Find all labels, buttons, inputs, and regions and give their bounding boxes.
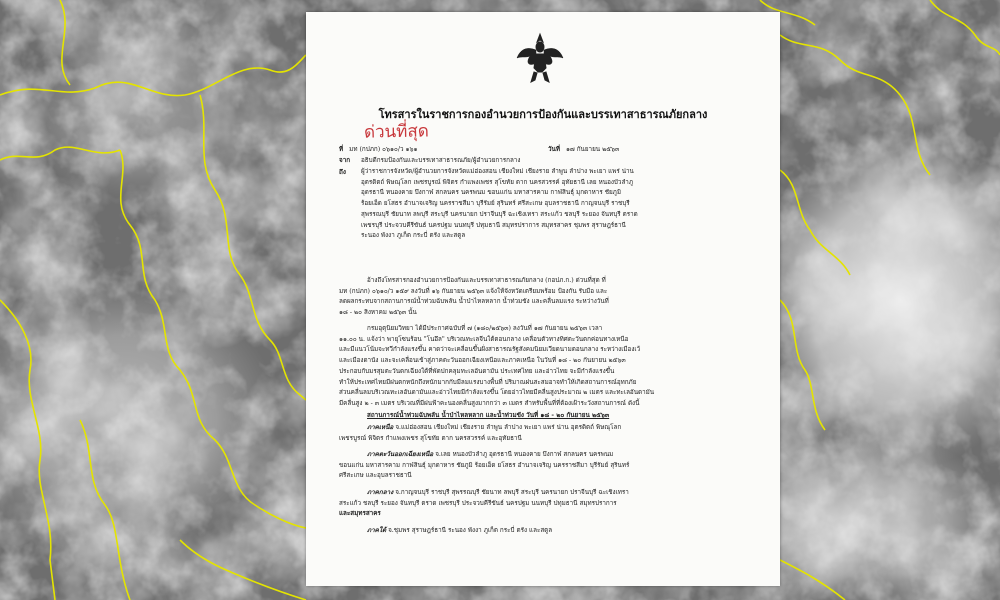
para-line: และเมืองดานัง และจะเคลื่อนเข้าสู่ภาคตะวันออกเฉียงเหนือและภาคเหนือ ในวันที่ ๑๘ - ๒๐ กันยายน ๒๕๖๓ [339,357,626,365]
to-line: เพชรบุรี ประจวบคีรีขันธ์ นครปฐม นนทบุรี ปทุมธานี สมุทรปราการ สมุทรสาคร ชุมพร สุราษฎร์ธานี [361,221,626,229]
garuda-emblem-icon [516,32,564,84]
region-northeast [339,450,630,482]
region-label: ภาคกลาง [367,489,394,496]
region-line: ขอนแก่น มหาสารคาม กาฬสินธุ์ มุกดาหาร ชัยภูมิ ร้อยเอ็ด ยโสธร อำนาจเจริญ นครราชสีมา บุรีรัมย์ สุรินทร์ [339,461,630,469]
region-north [339,423,622,444]
to-line: ระนอง พังงา ภูเก็ต กระบี่ ตรัง และสตูล [361,232,466,240]
region-line: จ.เลย หนองบัวลำภู อุดรธานี หนองคาย บึงกาฬ สกลนคร นครพนม [435,451,614,458]
flood-situation-heading: สถานการณ์น้ำท่วมฉับพลัน น้ำป่าไหลหลาก และน้ำท่วมขัง วันที่ ๑๘ - ๒๐ กันยายน ๒๕๖๓ [367,412,610,419]
region-line: จ.แม่ฮ่องสอน เชียงใหม่ เชียงราย ลำพูน ลำปาง พะเยา แพร่ น่าน อุตรดิตถ์ พิษณุโลก [395,424,622,431]
region-line: ศรีสะเกษ และอุบลราชธานี [339,472,412,480]
date-row [548,145,619,156]
paragraph-forecast [339,324,654,410]
date-label: วันที่ [548,146,560,153]
to-line: สุพรรณบุรี ชัยนาท ลพบุรี สระบุรี นครนายก ปราจีนบุรี ฉะเชิงเทรา สระแก้ว ชลบุรี ระยอง จันทบุรี ตราด [361,210,638,218]
region-label: ภาคตะวันออกเฉียงเหนือ [367,451,434,458]
region-line: จ.กาญจนบุรี ราชบุรี สุพรรณบุรี ชัยนาท ลพบุรี สระบุรี นครนายก ปราจีนบุรี ฉะเชิงเทรา [395,489,629,496]
para-line: มีคลื่นสูง ๒ - ๓ เมตร บริเวณที่มีฝนฟ้าคะนองคลื่นสูงมากกว่า ๓ เมตร สำหรับพื้นที่ที่ต้องเฝ้าระวังสถานการณ์ ดังนี้ [339,399,640,407]
para-line: ๑๘ - ๒๐ สิงหาคม ๒๕๖๓ นั้น [339,309,417,317]
from-value: อธิบดีกรมป้องกันและบรรเทาสาธารณภัย/ผู้อำนวยการกลาง [361,157,521,164]
para-line: และมีแนวโน้มจะทวีกำลังแรงขึ้น คาดว่าจะเคลื่อนขึ้นฝั่งสาธารณรัฐสังคมนิยมเวียดนามตอนกลาง ระหว่างเมืองเว้ [339,346,641,354]
to-line: ร้อยเอ็ด ยโสธร อำนาจเจริญ นครราชสีมา บุรีรัมย์ สุรินทร์ ศรีสะเกษ อุบลราชธานี กาญจนบุรี ราชบุรี [361,200,630,208]
para-line: อ้างถึงโทรสารกองอำนวยการป้องกันและบรรเทาสาธารณภัยกลาง (กอปภ.ก.) ด่วนที่สุด ที่ [367,277,606,284]
para-line: กรมอุตุนิยมวิทยา ได้มีประกาศฉบับที่ ๗ (๑๘๐/๒๕๖๓) ลงวันที่ ๑๗ กันยายน ๒๕๖๓ เวลา [367,325,603,332]
to-line: อุตรดิตถ์ พิษณุโลก เพชรบูรณ์ พิจิตร กำแพงเพชร สุโขทัย ตาก นครสวรรค์ อุทัยธานี เลย หนองบัวลำภู [361,178,633,186]
region-label: ภาคเหนือ [367,424,394,431]
document-title: โทรสารในราชการกองอำนวยการป้องกันและบรรเทาสาธารณภัยกลาง [378,108,708,121]
paragraph-reference [339,276,609,319]
to-recipients [361,167,638,242]
para-line: ทำให้ประเทศไทยมีฝนตกหนักถึงหนักมากกับมีลมแรงบางพื้นที่ ปริมาณฝนสะสมอาจทำให้เกิดสถานการณ์อุทกภัย [339,378,637,386]
ref-label: ที่ [339,146,344,153]
ref-value: มท (กปภก) ๐๖๑๐/ว ๑๖๑ [349,146,418,153]
region-line: และสมุทรสาคร [339,510,381,518]
para-line: มท (กปภก) ๐๖๑๐/ว ๑๕๙ ลงวันที่ ๑๖ กันยายน ๒๕๖๓ แจ้งให้จังหวัดเตรียมพร้อม ป้องกัน รับมือ และ [339,287,608,295]
from-label: จาก [339,157,351,164]
document-page [306,12,780,586]
to-line: อุดรธานี หนองคาย บึงกาฬ สกลนคร นครพนม ขอนแก่น มหาสารคาม กาฬสินธุ์ มุกดาหาร ชัยภูมิ [361,189,621,197]
para-line: ส่วนคลื่นลมบริเวณทะเลอันดามันและอ่าวไทยมีกำลังแรงขึ้น โดยอ่าวไทยมีคลื่นสูงประมาณ ๒ เมตร และทะเลอันดามัน [339,389,655,397]
para-line: ลดผลกระทบจากสถานการณ์น้ำท่วมฉับพลัน น้ำป่าไหลหลาก น้ำท่วมขัง และคลื่นลมแรง ระหว่างวันที่ [339,298,609,306]
to-line: ผู้ว่าราชการจังหวัด/ผู้อำนวยการจังหวัดแม่ฮ่องสอน เชียงใหม่ เชียงราย ลำพูน ลำปาง พะเยา แพร่ น่าน [361,168,634,175]
region-central [339,488,629,520]
region-line: สระแก้ว ชลบุรี ระยอง จันทบุรี ตราด เพชรบุรี ประจวบคีรีขันธ์ นครปฐม นนทบุรี ปทุมธานี สมุทรปราการ [339,499,617,507]
para-line: ประกอบกับมรสุมตะวันตกเฉียงใต้ที่พัดปกคลุมทะเลอันดามัน ประเทศไทย และอ่าวไทย จะมีกำลังแรงขึ้น [339,367,615,375]
ref-row [339,145,418,156]
region-line: เพชรบูรณ์ พิจิตร กำแพงเพชร สุโขทัย ตาก นครสวรรค์ และอุทัยธานี [339,434,522,442]
date-value: ๑๗ กันยายน ๒๕๖๓ [566,146,620,153]
region-line: จ.ชุมพร สุราษฎร์ธานี ระนอง พังงา ภูเก็ต กระบี่ ตรัง และสตูล [388,527,553,534]
urgent-stamp: ด่วนที่สุด [363,121,430,143]
region-south [367,526,552,537]
to-label: ถึง [339,169,346,176]
para-line: ๑๑.๐๐ น. แจ้งว่า พายุโซนร้อน "โนอึล" บริเวณทะเลจีนใต้ตอนกลาง เคลื่อนตัวทางทิศตะวันตกค่อนทางเหนือ [339,335,629,343]
region-label: ภาคใต้ [367,527,387,534]
